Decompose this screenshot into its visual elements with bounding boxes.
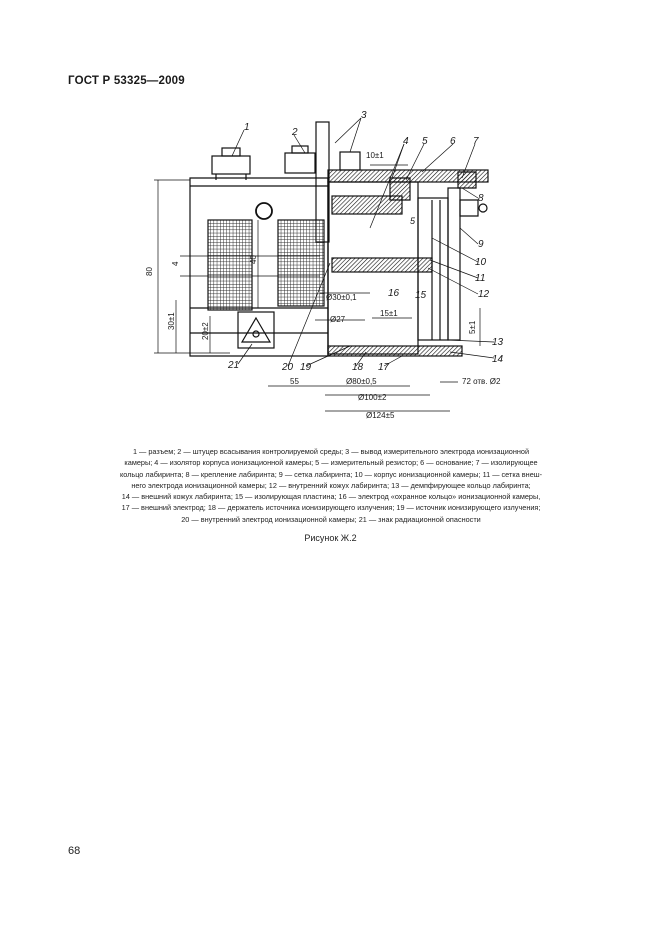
callout-21: 21 [228,360,240,371]
leader-lines [232,118,494,366]
callout-14: 14 [492,354,504,365]
callout-3: 3 [361,110,367,121]
dim-20: 20±2 [201,322,210,340]
dim-0124: Ø124±5 [366,411,395,420]
dim-40: 40 [249,255,258,264]
dim-5: 5±1 [468,320,477,334]
callout-8: 8 [478,193,484,204]
callout-4: 4 [403,136,409,147]
legend-line: 14 — внешний кожух лабиринта; 15 — изолирующая пластина; 16 — электрод «охранное кольцо» ионизационной камеры, [121,492,541,502]
dim-0100: Ø100±2 [358,393,387,402]
legend-line: него электрода ионизационной камеры; 12 — внутренний кожух лабиринта; 13 — демпфирующее кольцо лабиринта; [131,480,531,490]
callout-12: 12 [478,289,490,300]
callout-20: 20 [282,362,294,373]
drawing-canvas [140,108,560,428]
callout-6: 6 [450,136,456,147]
callout-10: 10 [475,257,487,268]
dim-55: 55 [290,377,299,386]
dim-4: 4 [171,261,180,266]
callout-18: 18 [352,362,364,373]
dim-10: 10±1 [366,151,384,160]
legend-line: 1 — разъем; 2 — штуцер всасывания контролируемой среды; 3 — вывод измерительного электрода ионизационной [132,447,530,456]
grid-left [208,220,252,310]
dim-80: 80 [145,267,154,276]
legend-line: кольцо лабиринта; 8 — крепление лабиринта; 9 — сетка лабиринта; 10 — корпус ионизационной камеры; 11 — сетка внеш- [119,469,543,479]
legend-line: камеры; 4 — изолятор корпуса ионизационной камеры; 5 — измерительный резистор; 6 — основание; 7 — изолирующее [124,458,538,468]
callout-16: 16 [388,288,400,299]
dim-027: Ø27 [330,315,346,324]
callout-7: 7 [473,136,479,147]
dim-15: 15±1 [380,309,398,318]
legend-line: 20 — внутренний электрод ионизационной камеры; 21 — знак радиационной опасности [181,514,481,524]
inner-label-5: 5 [410,216,416,226]
knob-shape [256,203,272,219]
page-number: 68 [68,845,81,857]
dim-080: Ø80±0,5 [346,377,377,386]
nipple-shape [285,146,315,173]
callout-2: 2 [292,127,298,138]
callout-17: 17 [378,362,390,373]
legend-line: 17 — внешний электрод; 18 — держатель источника ионизирующего излучения; 19 — источник ионизирующего излучения; [121,503,541,513]
dim-030: Ø30±0,1 [326,293,357,302]
dim-72: 72 отв. Ø2 [462,377,501,386]
callout-11: 11 [475,273,486,284]
figure-caption: Рисунок Ж.2 [304,533,357,543]
callout-5: 5 [422,136,428,147]
connector-shape [212,148,250,180]
chamber-body [328,172,487,356]
lead-shape [340,152,360,170]
figure-legend [70,446,592,525]
callout-15: 15 [415,290,427,301]
inner-labels [410,216,416,226]
callout-9: 9 [478,239,484,250]
grid-right [278,220,324,306]
callout-13: 13 [492,337,504,348]
dim-30: 30±1 [167,312,176,330]
callout-19: 19 [300,362,312,373]
callout-1: 1 [244,122,250,133]
radiation-sign [238,312,274,348]
technical-drawing [140,108,560,428]
page-header: ГОСТ Р 53325—2009 [68,75,185,87]
